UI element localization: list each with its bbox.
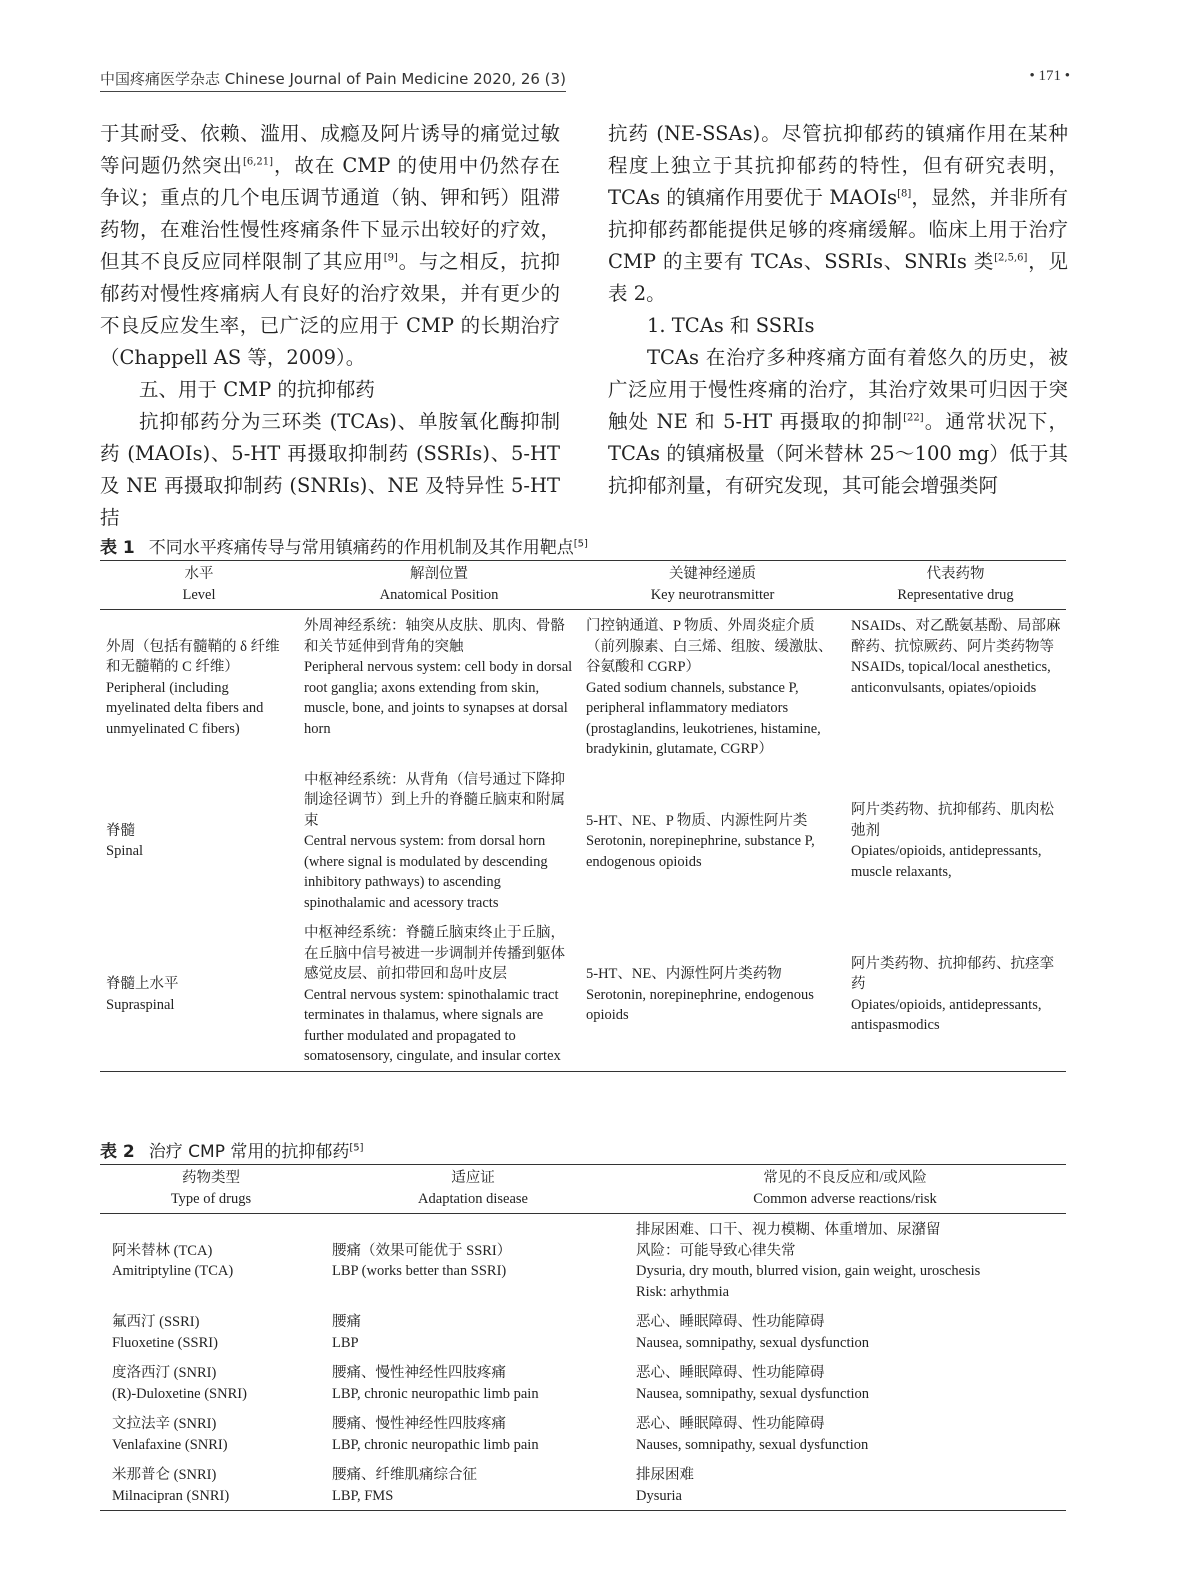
table-cell: 度洛西汀 (SNRI) (R)-Duloxetine (SNRI) bbox=[112, 1365, 247, 1402]
table-header-row bbox=[100, 561, 1066, 610]
table-cell: 外周神经系统：轴突从皮肤、肌肉、骨骼和关节延伸到背角的突触 Peripheral nervous system: cell body in dorsal root ganglia; axons extending from skin, muscle, bone, and joints to synapses at dorsal horn bbox=[304, 618, 573, 737]
table-cell: 排尿困难 Dysuria bbox=[624, 1459, 1066, 1511]
table2-caption: 表 2 治疗 CMP 常用的抗抑郁药[5] bbox=[100, 1142, 364, 1162]
table-cell: 脊髓 Spinal bbox=[106, 822, 144, 860]
table-row bbox=[100, 1214, 1066, 1307]
right-column bbox=[608, 118, 1068, 502]
table-cell: 门控钠通道、P 物质、外周炎症介质（前列腺素、白三烯、组胺、缓激肽、谷氨酸和 CGRP） Gated sodium channels, substance P, peripheral inflammatory mediators (prostaglandins, leukotrienes, histamine, bradykinin, glutamate, CGRP） bbox=[586, 618, 833, 757]
table-cell: 阿片类药物、抗抑郁药、肌肉松弛剂 Opiates/opioids, antidepressants, muscle relaxants, bbox=[851, 802, 1054, 880]
running-header bbox=[100, 64, 1070, 90]
table-row bbox=[100, 1408, 1066, 1459]
table-row bbox=[100, 1306, 1066, 1357]
table1 bbox=[100, 560, 1066, 1072]
table-cell: 腰痛（效果可能优于 SSRI） LBP (works better than SSRI) bbox=[332, 1242, 512, 1279]
subsection-heading: 1. TCAs 和 SSRIs bbox=[647, 314, 815, 337]
table-row bbox=[100, 1459, 1066, 1511]
table-row bbox=[100, 917, 1066, 1071]
left-column bbox=[100, 118, 560, 534]
column-header: 代表药物 Representative drug bbox=[845, 561, 1066, 610]
column-header: 药物类型 Type of drugs bbox=[100, 1165, 322, 1214]
table-cell: 脊髓上水平 Supraspinal bbox=[100, 917, 298, 1071]
table2 bbox=[100, 1164, 1066, 1511]
table-cell: 中枢神经系统：从背角（信号通过下降抑制途径调节）到上升的脊髓丘脑束和附属束 Central nervous system: from dorsal horn (where signal is modulated by descending inhibitory pathways) to ascending spinothalamic and acessory tracts bbox=[304, 771, 565, 911]
table-row bbox=[100, 764, 1066, 918]
table-cell: 腰痛、慢性神经性四肢疼痛 LBP, chronic neuropathic limb pain bbox=[332, 1416, 539, 1453]
table-cell: 恶心、睡眠障碍、性功能障碍 Nausea, somnipathy, sexual dysfunction bbox=[636, 1314, 870, 1351]
table-cell: 文拉法辛 (SNRI) Venlafaxine (SNRI) bbox=[112, 1416, 228, 1453]
column-header: 水平 Level bbox=[100, 561, 298, 610]
column-header: 解剖位置 Anatomical Position bbox=[298, 561, 580, 610]
table-cell: 5-HT、NE、内源性阿片类药物 Serotonin, norepinephrine, endogenous opioids bbox=[580, 917, 845, 1071]
page-number: • 171 • bbox=[1029, 68, 1070, 84]
table-row bbox=[100, 610, 1066, 764]
table-cell: NSAIDs、对乙酰氨基酚、局部麻醉药、抗惊厥药、阿片类药物等 NSAIDs, topical/local anesthetics, anticonvulsants, opiates/opioids bbox=[851, 618, 1061, 696]
table1-label: 表 1 bbox=[100, 538, 135, 558]
table-cell: 氟西汀 (SSRI) Fluoxetine (SSRI) bbox=[112, 1314, 218, 1351]
paragraph: 于其耐受、依赖、滥用、成瘾及阿片诱导的痛觉过敏等问题仍然突出[6,21]，故在 CMP 的使用中仍然存在争议；重点的几个电压调节通道（钠、钾和钙）阻滞药物，在难治性慢性疼痛条件下显示出较好的疗效，但其不良反应同样限制了其应用[9]。与之相反，抗抑郁药对慢性疼痛病人有良好的治疗效果，并有更少的不良反应发生率，已广泛的应用于 CMP 的长期治疗（Chappell AS 等，2009）。 bbox=[100, 122, 560, 369]
journal-title: 中国疼痛医学杂志 Chinese Journal of Pain Medicine 2020, 26 (3) bbox=[100, 68, 566, 92]
table1-caption: 表 1 不同水平疼痛传导与常用镇痛药的作用机制及其作用靶点[5] bbox=[100, 538, 588, 558]
table-cell: 腰痛、慢性神经性四肢疼痛 LBP, chronic neuropathic limb pain bbox=[332, 1365, 539, 1402]
table-cell: 排尿困难、口干、视力模糊、体重增加、尿潴留 风险：可能导致心律失常 Dysuria, dry mouth, blurred vision, gain weight, uroschesis Risk: arhythmia bbox=[636, 1222, 981, 1300]
table-cell: 阿米替林 (TCA) Amitriptyline (TCA) bbox=[112, 1242, 234, 1279]
table-cell: 外周（包括有髓鞘的 δ 纤维和无髓鞘的 C 纤维） Peripheral (including myelinated delta fibers and unmyelinated C fibers) bbox=[106, 638, 280, 737]
section-heading: 五、用于 CMP 的抗抑郁药 bbox=[139, 378, 375, 401]
table-cell: 中枢神经系统：脊髓丘脑束终止于丘脑，在丘脑中信号被进一步调制并传播到躯体感觉皮层、前扣带回和岛叶皮层 Central nervous system: spinothalamic tract terminates in thalamus, where signals are further modulated and propagated to somatosensory, cingulate, and insular cortex bbox=[298, 917, 580, 1071]
table-cell: 恶心、睡眠障碍、性功能障碍 Nauses, somnipathy, sexual dysfunction bbox=[636, 1416, 869, 1453]
body-text bbox=[100, 118, 1070, 529]
paragraph: 抗药 (NE-SSAs)。尽管抗抑郁药的镇痛作用在某种程度上独立于其抗抑郁药的特性，但有研究表明，TCAs 的镇痛作用要优于 MAOIs[8]，显然，并非所有抗抑郁药都能提供足够的疼痛缓解。临床上用于治疗 CMP 的主要有 TCAs、SSRIs、SNRIs 类[2,5,6]，见表 2。 bbox=[608, 122, 1068, 305]
table2-label: 表 2 bbox=[100, 1142, 135, 1162]
table-cell: 米那普仑 (SNRI) Milnacipran (SNRI) bbox=[100, 1459, 322, 1511]
table-row bbox=[100, 1357, 1066, 1408]
column-header: 关键神经递质 Key neurotransmitter bbox=[580, 561, 845, 610]
table-cell: 恶心、睡眠障碍、性功能障碍 Nausea, somnipathy, sexual dysfunction bbox=[636, 1365, 870, 1402]
table-header-row bbox=[100, 1165, 1066, 1214]
table-cell: 腰痛 LBP bbox=[332, 1314, 361, 1351]
paragraph: 抗抑郁药分为三环类 (TCAs)、单胺氧化酶抑制药 (MAOIs)、5-HT 再摄取抑制药 (SSRIs)、5-HT 及 NE 再摄取抑制药 (SNRIs)、NE 及特异性 5-HT 拮 bbox=[100, 410, 560, 529]
table-cell: 5-HT、NE、P 物质、内源性阿片类 Serotonin, norepinephrine, substance P, endogenous opioids bbox=[586, 812, 815, 870]
table-cell: 腰痛、纤维肌痛综合征 LBP, FMS bbox=[322, 1459, 624, 1511]
paragraph: TCAs 在治疗多种疼痛方面有着悠久的历史，被广泛应用于慢性疼痛的治疗，其治疗效果可归因于突触处 NE 和 5-HT 再摄取的抑制[22]。通常状况下，TCAs 的镇痛极量（阿米替林 25～100 mg）低于其抗抑郁剂量，有研究发现，其可能会增强类阿 bbox=[608, 346, 1068, 497]
column-header: 常见的不良反应和/或风险 Common adverse reactions/risk bbox=[624, 1165, 1066, 1214]
table-cell: 阿片类药物、抗抑郁药、抗痉挛药 Opiates/opioids, antidepressants, antispasmodics bbox=[845, 917, 1066, 1071]
column-header: 适应证 Adaptation disease bbox=[322, 1165, 624, 1214]
